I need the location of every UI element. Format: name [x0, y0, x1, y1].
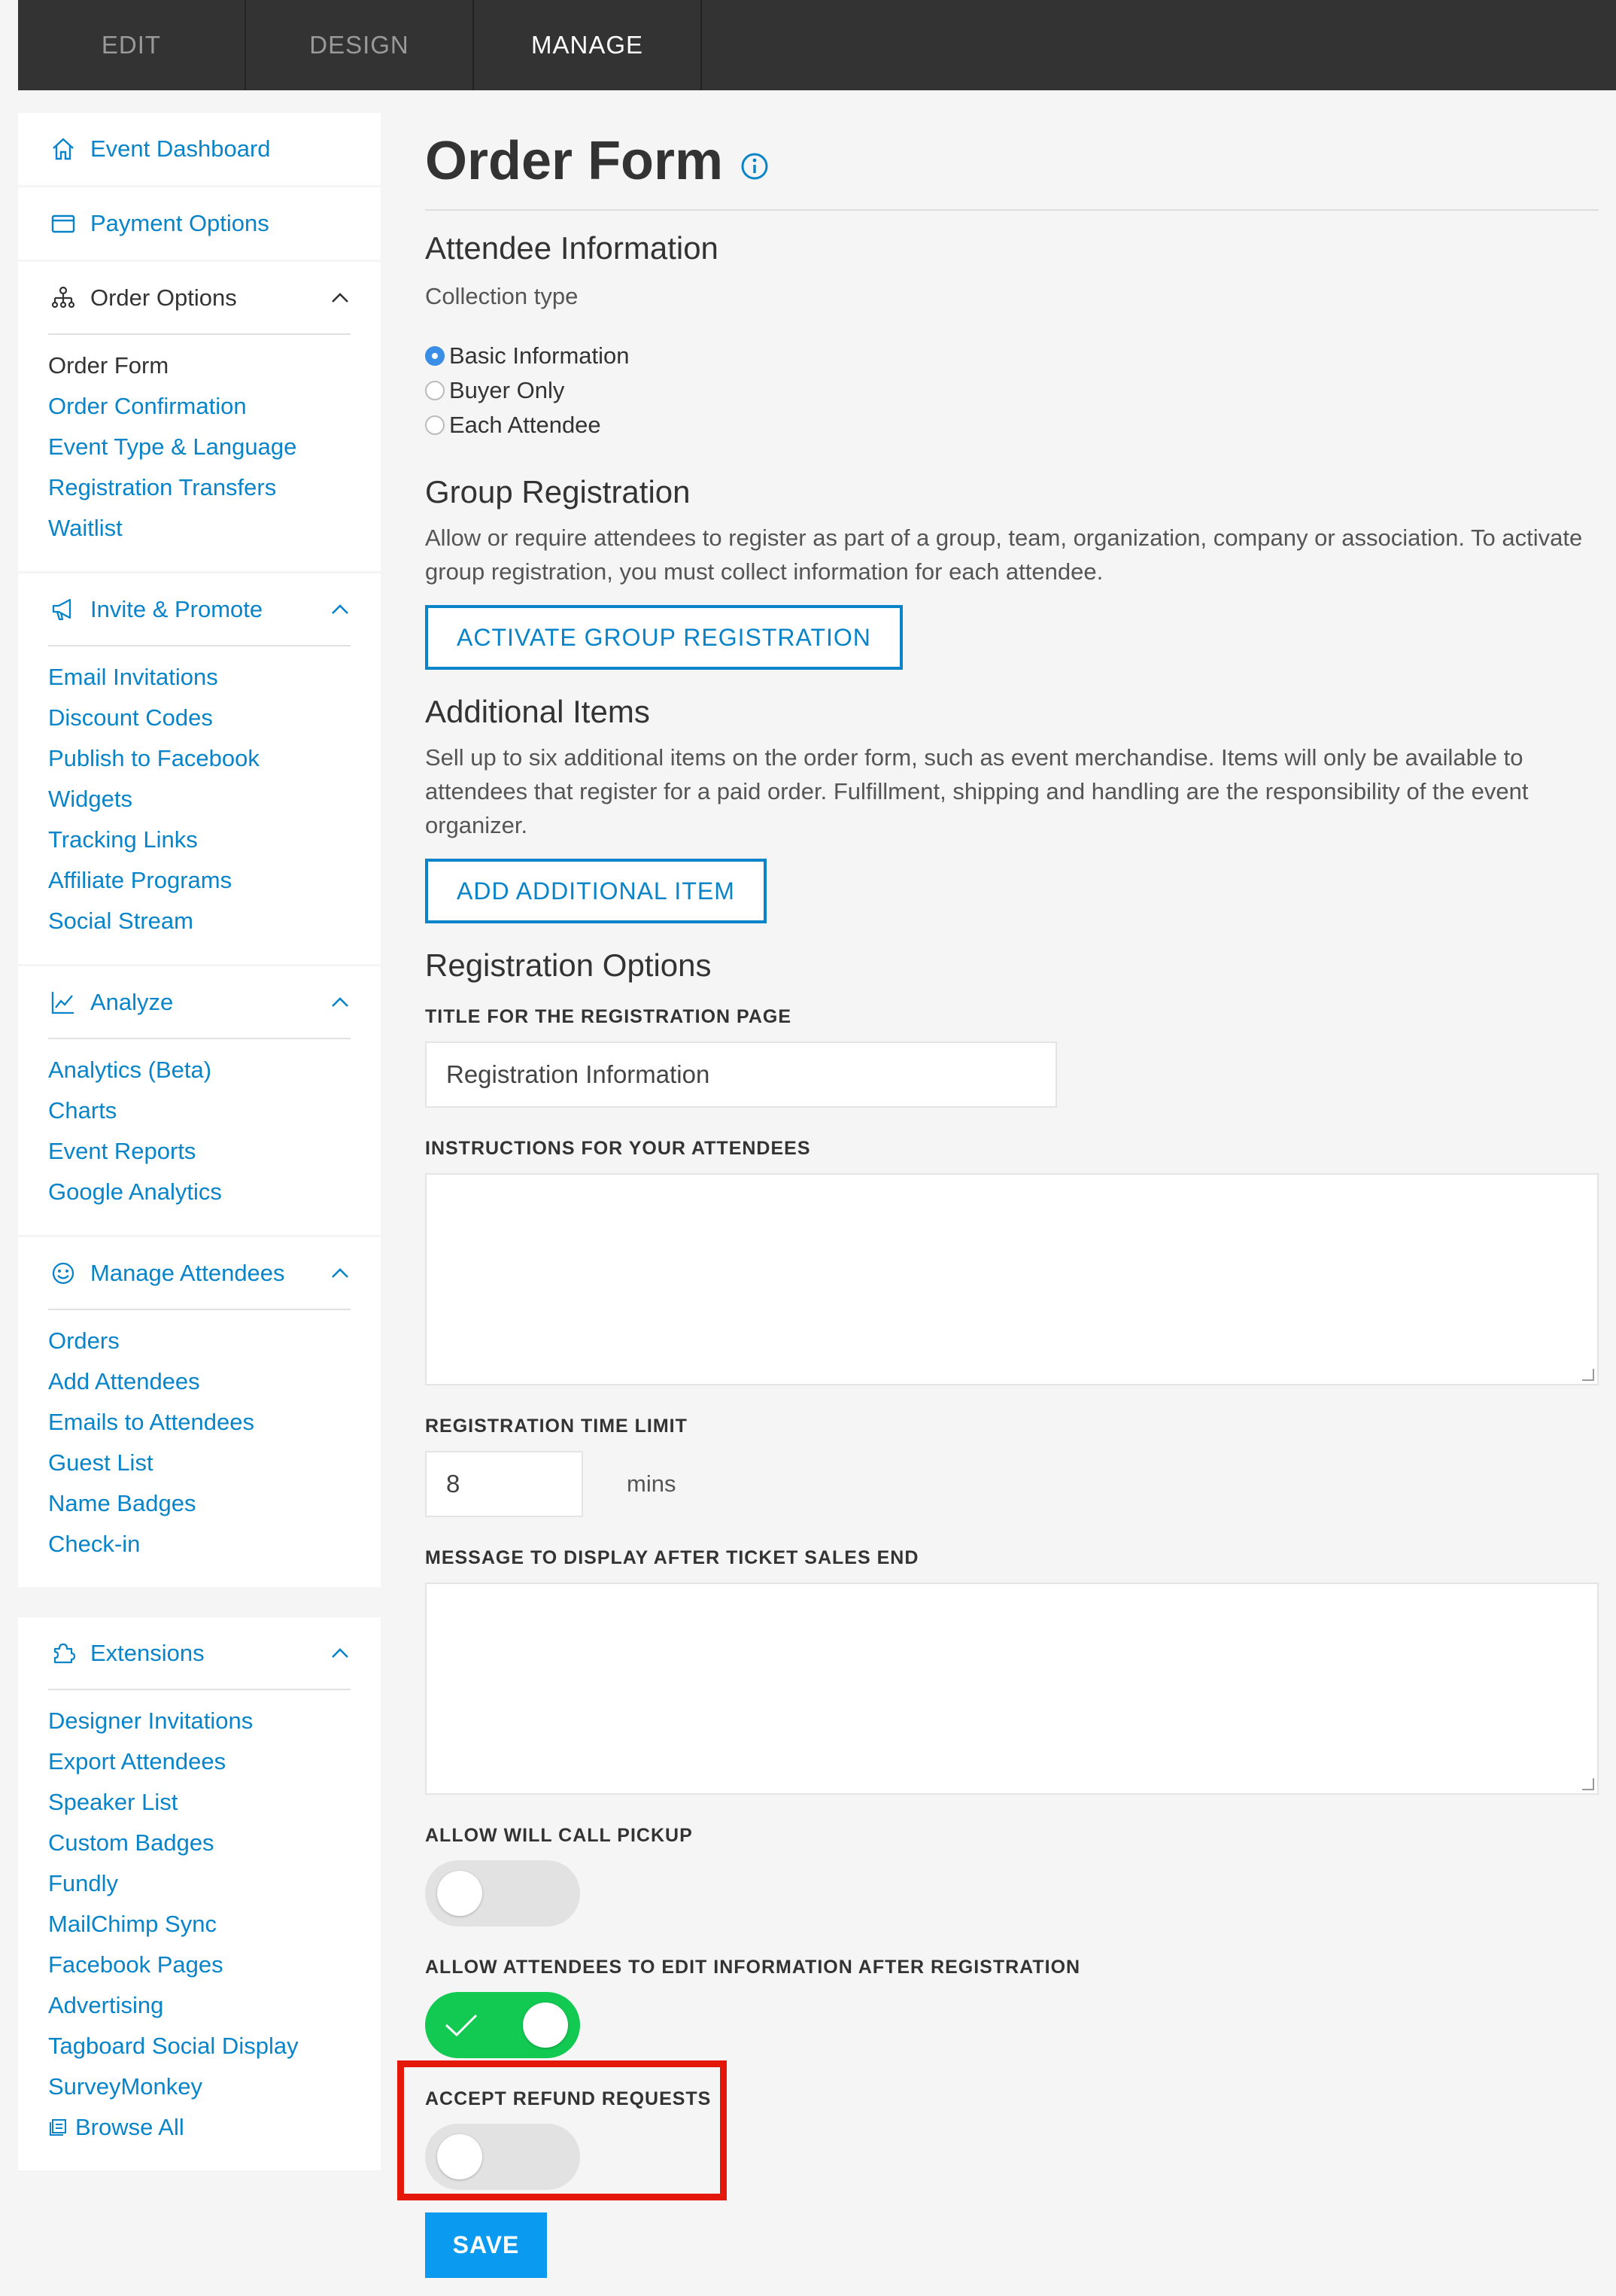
sidebar-item-event-type-language[interactable]: Event Type & Language [48, 433, 297, 460]
sidebar-section-manage-attendees [18, 1237, 381, 1587]
sidebar-item-designer-invitations[interactable]: Designer Invitations [48, 1708, 254, 1734]
sidebar-item-label: Event Dashboard [90, 135, 271, 162]
will-call-label: ALLOW WILL CALL PICKUP [425, 1825, 693, 1846]
registration-title-label: TITLE FOR THE REGISTRATION PAGE [425, 1006, 792, 1027]
chevron-up-icon[interactable] [330, 599, 351, 620]
attendee-info-heading: Attendee Information [425, 230, 718, 266]
checkmark-icon [442, 2010, 481, 2040]
sidebar-section-order-options [18, 262, 381, 571]
radio-button[interactable] [425, 415, 445, 435]
sidebar-item-widgets[interactable]: Widgets [48, 786, 132, 812]
section-title: Invite & Promote [90, 595, 263, 622]
additional-items-text: Sell up to six additional items on the order form, such as event merchandise. Items will only be available to attendees that register for a paid order. Fulfillment, shipping and handling are the responsibility of the event organizer. [425, 744, 1529, 838]
registration-title-input[interactable]: Registration Information [425, 1042, 1057, 1108]
tab-manage[interactable]: MANAGE [474, 0, 702, 90]
sidebar-item-analytics-beta[interactable]: Analytics (Beta) [48, 1057, 212, 1083]
sidebar-item-google-analytics[interactable]: Google Analytics [48, 1178, 222, 1205]
highlight-box [397, 2060, 727, 2200]
sidebar-item-event-dashboard[interactable] [18, 113, 381, 185]
radio-label: Basic Information [449, 342, 630, 369]
sitemap-icon [48, 283, 78, 313]
message-after-sales-textarea[interactable] [425, 1583, 1599, 1795]
credit-card-icon [48, 208, 78, 239]
instructions-label: INSTRUCTIONS FOR YOUR ATTENDEES [425, 1138, 811, 1159]
sidebar-item-custom-badges[interactable]: Custom Badges [48, 1829, 214, 1856]
time-limit-unit: mins [627, 1470, 676, 1497]
sidebar-item-orders[interactable]: Orders [48, 1327, 120, 1354]
time-limit-row [425, 1451, 1599, 1517]
sidebar [18, 113, 381, 2173]
sidebar-item-speaker-list[interactable]: Speaker List [48, 1789, 178, 1815]
message-after-sales-label: MESSAGE TO DISPLAY AFTER TICKET SALES END [425, 1547, 919, 1568]
sidebar-item-label: Payment Options [90, 210, 269, 236]
sidebar-item-fundly[interactable]: Fundly [48, 1870, 119, 1896]
sidebar-item-add-attendees[interactable]: Add Attendees [48, 1368, 200, 1394]
chevron-up-icon[interactable] [330, 287, 351, 309]
section-header-manage-attendees[interactable] [48, 1237, 351, 1310]
toggle-knob [523, 2003, 568, 2048]
sidebar-card-dashboard [18, 113, 381, 185]
sidebar-section-invite-promote [18, 573, 381, 964]
sidebar-section-extensions [18, 1617, 381, 2170]
sidebar-item-mailchimp-sync[interactable]: MailChimp Sync [48, 1911, 217, 1937]
collection-type-radios [425, 339, 1599, 442]
sidebar-item-email-invitations[interactable]: Email Invitations [48, 664, 218, 690]
sidebar-item-event-reports[interactable]: Event Reports [48, 1138, 196, 1164]
sidebar-item-surveymonkey[interactable]: SurveyMonkey [48, 2073, 203, 2100]
time-limit-input[interactable]: 8 [425, 1451, 583, 1517]
group-registration-text: Allow or require attendees to register as part of a group, team, organization, company or association. To activate group registration, you must collect information for each attendee. [425, 525, 1583, 585]
sidebar-item-registration-transfers[interactable]: Registration Transfers [48, 474, 277, 500]
line-chart-icon [48, 987, 78, 1017]
smiley-icon [48, 1258, 78, 1288]
section-title: Extensions [90, 1639, 205, 1666]
stack-icon [48, 2118, 68, 2137]
save-button[interactable]: SAVE [425, 2212, 547, 2278]
sidebar-item-order-confirmation[interactable]: Order Confirmation [48, 393, 247, 419]
sidebar-item-name-badges[interactable]: Name Badges [48, 1490, 196, 1516]
chevron-up-icon[interactable] [330, 1643, 351, 1664]
sidebar-card-payment [18, 187, 381, 260]
sidebar-item-charts[interactable]: Charts [48, 1097, 117, 1124]
refund-requests-label: ACCEPT REFUND REQUESTS [425, 2088, 712, 2109]
sidebar-item-advertising[interactable]: Advertising [48, 1992, 164, 2018]
radio-buyer-only[interactable] [425, 373, 1599, 408]
sidebar-item-order-form[interactable]: Order Form [48, 352, 169, 379]
main-content [425, 113, 1599, 2190]
sidebar-item-affiliate-programs[interactable]: Affiliate Programs [48, 867, 232, 893]
radio-label: Each Attendee [449, 412, 601, 438]
info-icon[interactable] [740, 151, 770, 181]
additional-items-heading: Additional Items [425, 694, 650, 729]
sidebar-item-facebook-pages[interactable]: Facebook Pages [48, 1951, 223, 1978]
section-title: Analyze [90, 988, 174, 1015]
top-nav [18, 0, 1616, 90]
sidebar-item-browse-all[interactable] [48, 2107, 351, 2148]
page-title-text: Order Form [425, 131, 724, 191]
section-header-invite-promote[interactable] [48, 573, 351, 646]
sidebar-item-emails-to-attendees[interactable]: Emails to Attendees [48, 1409, 254, 1435]
registration-options-heading: Registration Options [425, 947, 712, 983]
collection-type-label: Collection type [425, 283, 579, 309]
page-title [425, 113, 1599, 211]
sidebar-item-discount-codes[interactable]: Discount Codes [48, 704, 213, 731]
add-additional-item-button[interactable]: ADD ADDITIONAL ITEM [425, 859, 767, 923]
sidebar-item-tagboard[interactable]: Tagboard Social Display [48, 2033, 299, 2059]
chevron-up-icon[interactable] [330, 992, 351, 1013]
puzzle-icon [48, 1638, 78, 1668]
section-title: Order Options [90, 284, 237, 311]
section-header-extensions[interactable] [48, 1617, 351, 1690]
sidebar-item-guest-list[interactable]: Guest List [48, 1449, 153, 1476]
edit-info-toggle[interactable] [425, 1992, 580, 2058]
edit-info-label: ALLOW ATTENDEES TO EDIT INFORMATION AFTER REGISTRATION [425, 1957, 1081, 1978]
sidebar-item-label: Browse All [75, 2114, 184, 2140]
tab-edit[interactable]: EDIT [18, 0, 246, 90]
radio-button[interactable] [425, 346, 445, 366]
radio-button[interactable] [425, 381, 445, 400]
sidebar-item-social-stream[interactable]: Social Stream [48, 908, 193, 934]
section-header-analyze[interactable] [48, 966, 351, 1039]
radio-label: Buyer Only [449, 377, 565, 403]
section-header-order-options[interactable] [48, 262, 351, 335]
instructions-textarea[interactable] [425, 1173, 1599, 1385]
sidebar-item-payment-options[interactable] [18, 187, 381, 260]
toggle-knob [437, 1871, 482, 1916]
sidebar-item-tracking-links[interactable]: Tracking Links [48, 826, 198, 853]
sidebar-item-publish-facebook[interactable]: Publish to Facebook [48, 745, 260, 771]
will-call-toggle[interactable] [425, 1860, 580, 1927]
sidebar-item-check-in[interactable]: Check-in [48, 1531, 141, 1557]
tab-design[interactable]: DESIGN [246, 0, 474, 90]
activate-group-registration-button[interactable]: ACTIVATE GROUP REGISTRATION [425, 605, 903, 670]
sidebar-item-waitlist[interactable]: Waitlist [48, 515, 123, 541]
sidebar-section-analyze [18, 966, 381, 1235]
time-limit-label: REGISTRATION TIME LIMIT [425, 1416, 688, 1437]
group-registration-heading: Group Registration [425, 474, 691, 509]
section-title: Manage Attendees [90, 1259, 285, 1286]
radio-basic-information[interactable] [425, 339, 1599, 373]
radio-each-attendee[interactable] [425, 408, 1599, 442]
home-icon [48, 134, 78, 164]
sidebar-item-export-attendees[interactable]: Export Attendees [48, 1748, 226, 1774]
megaphone-icon [48, 595, 78, 625]
chevron-up-icon[interactable] [330, 1263, 351, 1284]
